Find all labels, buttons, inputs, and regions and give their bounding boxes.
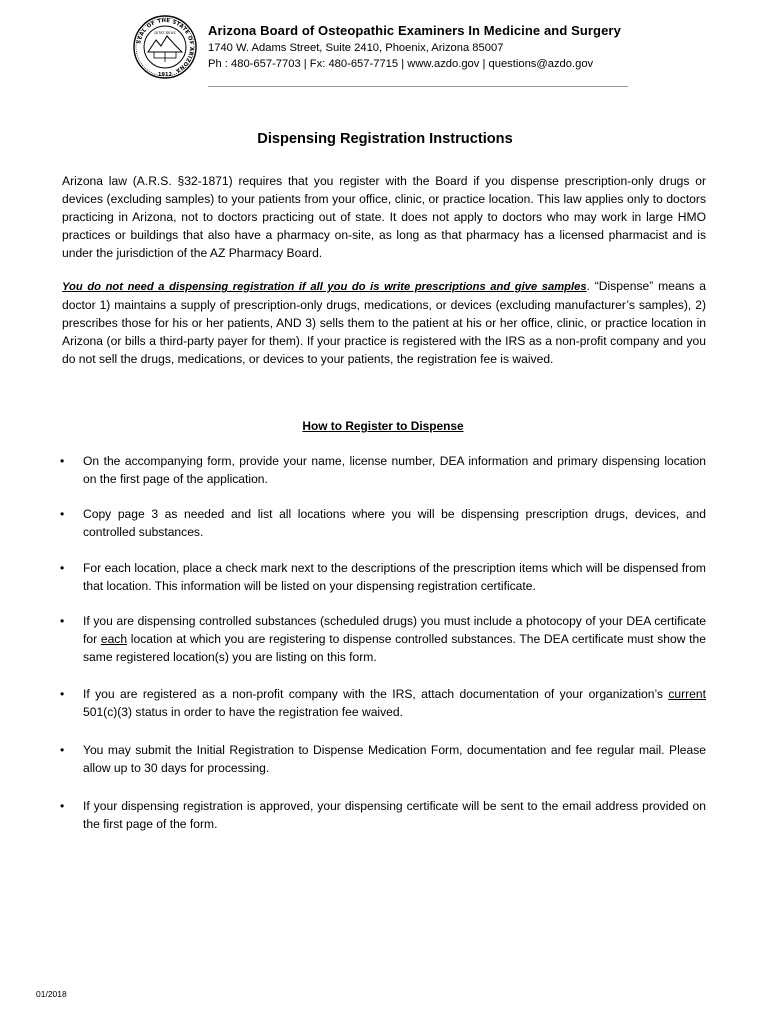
bullet-text-part: If you are dispensing controlled substances (scheduled drugs) you must include a photocopy of your DEA certificate for: [83, 614, 706, 646]
bullet-item: [60, 612, 706, 666]
how-to-heading: How to Register to Dispense: [302, 419, 464, 433]
bullet-dot: •: [60, 454, 65, 468]
bullet-item: [60, 741, 706, 777]
bullet-dot: •: [60, 614, 65, 628]
bullet-text: If your dispensing registration is approved, your dispensing certificate will be sent to the email address provided on the first page of the form.: [83, 799, 706, 831]
organization-name: Arizona Board of Osteopathic Examiners In Medicine and Surgery: [208, 23, 621, 38]
seal-ring-text: SEAL OF THE STATE OF ARIZONA: [136, 17, 195, 74]
bullet-text: [83, 685, 706, 721]
bullet-text-part: 501(c)(3) status in order to have the registration fee waived.: [83, 705, 403, 719]
bullet-emphasis: current: [668, 687, 706, 701]
bullet-text-part: If you are registered as a non-profit company with the IRS, attach documentation of your organization’s: [83, 687, 669, 701]
bullet-text-part: location at which you are registering to dispense controlled substances. The DEA certificate must show the same registered location(s) you are listing on this form.: [83, 632, 706, 664]
bullet-text: You may submit the Initial Registration to Dispense Medication Form, documentation and fee regular mail. Please allow up to 30 days for processing.: [83, 743, 706, 775]
definition-paragraph: [62, 277, 706, 368]
bullet-text: [83, 612, 706, 666]
bullet-item: [60, 685, 706, 721]
bullet-emphasis: each: [100, 632, 128, 646]
header-divider: [208, 86, 628, 87]
bullet-item: [60, 452, 706, 488]
contact-line: Ph : 480-657-7703 | Fx: 480-657-7715 | www.azdo.gov | questions@azdo.gov: [208, 58, 594, 70]
bullet-dot: •: [60, 799, 65, 813]
letterhead: [208, 22, 628, 72]
bullet-item: [60, 559, 706, 595]
bullet-dot: •: [60, 561, 65, 575]
seal-year: 1912: [158, 72, 172, 78]
address-line: 1740 W. Adams Street, Suite 2410, Phoenix, Arizona 85007: [208, 42, 504, 54]
bullet-dot: •: [60, 743, 65, 757]
page-title: Dispensing Registration Instructions: [257, 131, 513, 147]
bullet-text: On the accompanying form, provide your name, license number, DEA information and primary dispensing location on the first page of the application.: [83, 454, 706, 486]
definition-body: . “Dispense” means a doctor 1) maintains a supply of prescription-only drugs, medications, or devices (excluding manufacturer’s samples), 2) prescribes those for his or her patients, AND 3) sells them to the patient at his or her office, clinic, or practice location in Arizona (or bills a third-party payer for them). If your practice is registered with the IRS as a non-profit company and you do not sell the drugs, medications, or devices to your patients, the registration fee is waived.: [62, 279, 706, 366]
bullet-item: [60, 797, 706, 833]
bullet-dot: •: [60, 687, 65, 701]
seal-motto: DITAT DEUS: [154, 31, 176, 35]
state-seal-icon: [132, 14, 198, 80]
bullet-dot: •: [60, 507, 65, 521]
bullet-text: For each location, place a check mark next to the descriptions of the prescription items which will be dispensed from that location. This information will be listed on your dispensing registration certificate.: [83, 561, 706, 593]
definition-lead: You do not need a dispensing registration if all you do is write prescriptions and give samples: [62, 281, 587, 293]
footer-revision: 01/2018: [36, 989, 67, 999]
bullet-text: Copy page 3 as needed and list all locations where you will be dispensing prescription drugs, devices, and controlled substances.: [83, 507, 706, 539]
intro-paragraph: Arizona law (A.R.S. §32-1871) requires that you register with the Board if you dispense prescription-only drugs or devices (excluding samples) to your patients from your office, clinic, or practice location. This law applies only to doctors practicing in Arizona, not to doctors practicing out of state. It does not apply to doctors who may work in large HMO practices or buildings that also have a pharmacy on-site, as long as that pharmacy has a licensed pharmacist and is under the jurisdiction of the AZ Pharmacy Board.: [62, 174, 706, 260]
bullet-item: [60, 505, 706, 541]
